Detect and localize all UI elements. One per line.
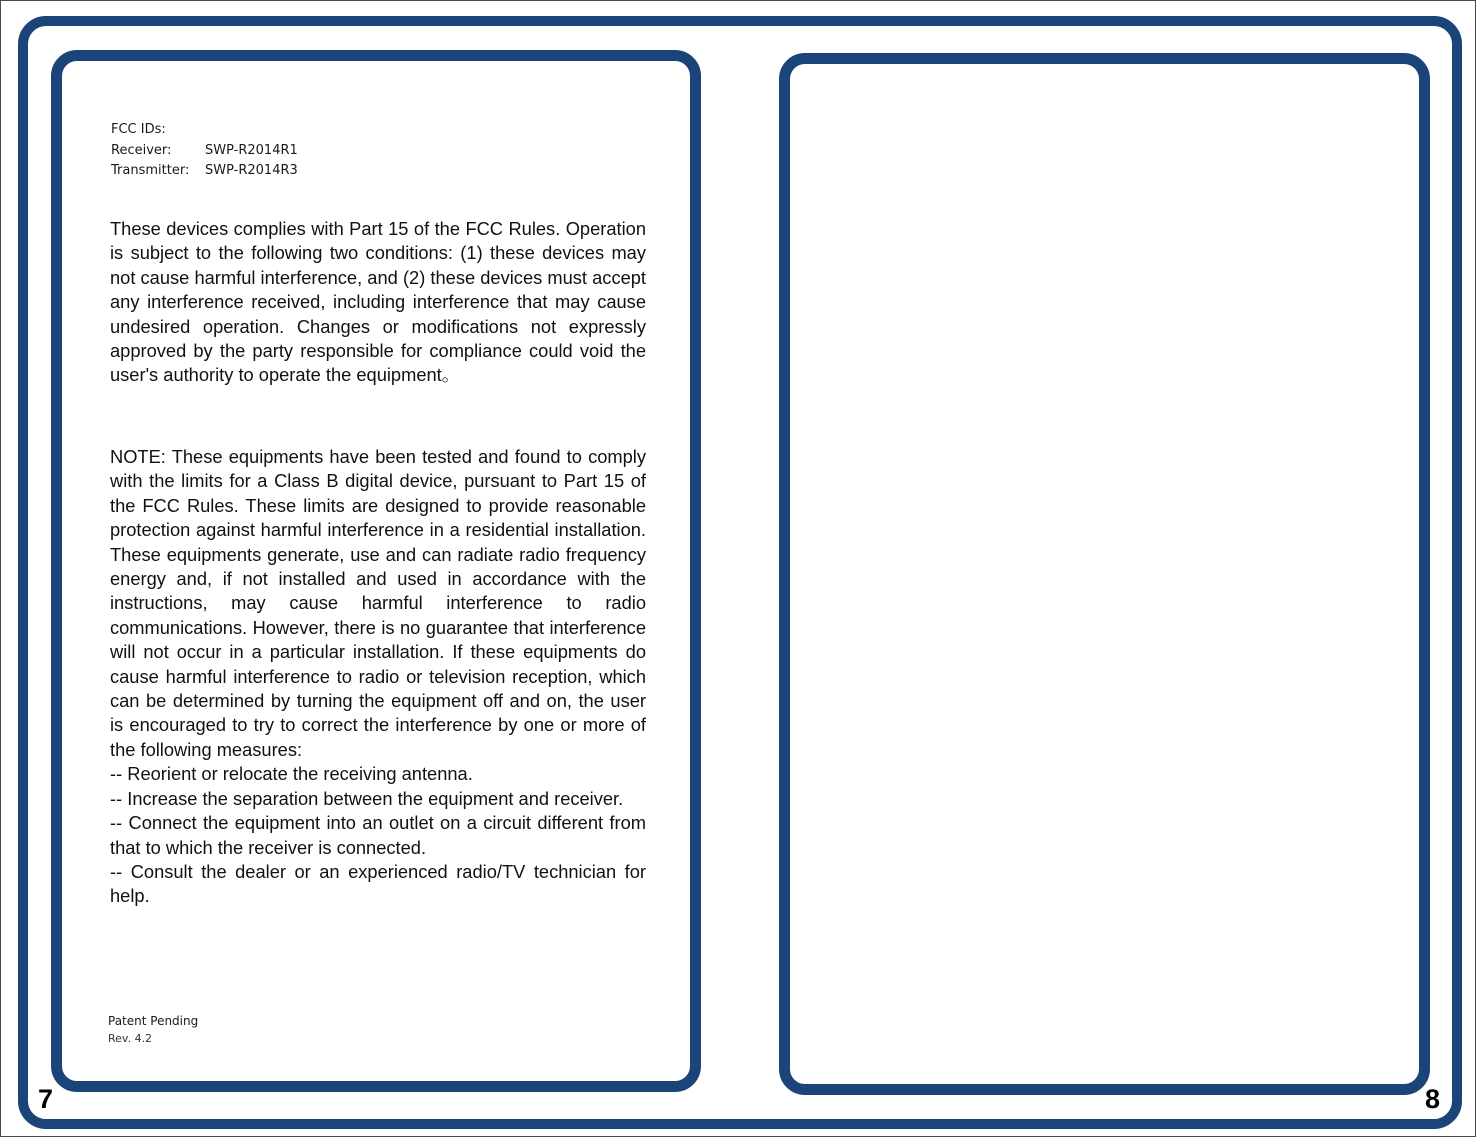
right-page-panel bbox=[779, 53, 1430, 1095]
transmitter-label: Transmitter: bbox=[111, 163, 190, 178]
page-number-left: 7 bbox=[38, 1084, 54, 1114]
patent-notice: Patent Pending bbox=[108, 1014, 199, 1028]
compliance-paragraph: These devices complies with Part 15 of the FCC Rules. Operation is subject to the following two conditions: (1) these devices may not cause harmful interference, and (2) these devices must accept any interference received, including interference that may cause undesired operation. Changes or modifications not expressly approved by the party responsible for compliance could void the user's authority to operate the equipment。 bbox=[110, 218, 646, 386]
measure-item: -- Consult the dealer or an experienced radio/TV technician for help. bbox=[110, 860, 646, 907]
compliance-text bbox=[110, 217, 646, 388]
transmitter-id: SWP-R2014R3 bbox=[205, 163, 298, 178]
fcc-ids-heading: FCC IDs: bbox=[111, 122, 166, 137]
page-number-right: 8 bbox=[1425, 1084, 1441, 1114]
footer-block bbox=[108, 1013, 198, 1047]
fcc-ids-block bbox=[111, 120, 298, 182]
receiver-row bbox=[111, 141, 298, 162]
revision-label: Rev. 4.2 bbox=[108, 1032, 153, 1045]
note-text bbox=[110, 445, 646, 909]
measure-item: -- Increase the separation between the equipment and receiver. bbox=[110, 787, 624, 809]
note-paragraph: NOTE: These equipments have been tested and found to comply with the limits for a Class B digital device, pursuant to Part 15 of the FCC Rules. These limits are designed to provide reasonable protection against harmful interference in a residential installation. These equipments generate, use and can radiate radio frequency energy and, if not installed and used in accordance with the instructions, may cause harmful interference to radio communications. However, there is no guarantee that interference will not occur in a particular installation. If these equipments do cause harmful interference to radio or television reception, which can be determined by turning the equipment off and on, the user is encouraged to try to correct the interference by one or more of the following measures: bbox=[110, 446, 646, 760]
receiver-label: Receiver: bbox=[111, 142, 172, 158]
receiver-id: SWP-R2014R1 bbox=[205, 142, 298, 158]
measure-item: -- Reorient or relocate the receiving antenna. bbox=[110, 763, 473, 785]
measure-item: -- Connect the equipment into an outlet on a circuit different from that to which the receiver is connected. bbox=[110, 812, 646, 858]
transmitter-row bbox=[111, 161, 298, 182]
